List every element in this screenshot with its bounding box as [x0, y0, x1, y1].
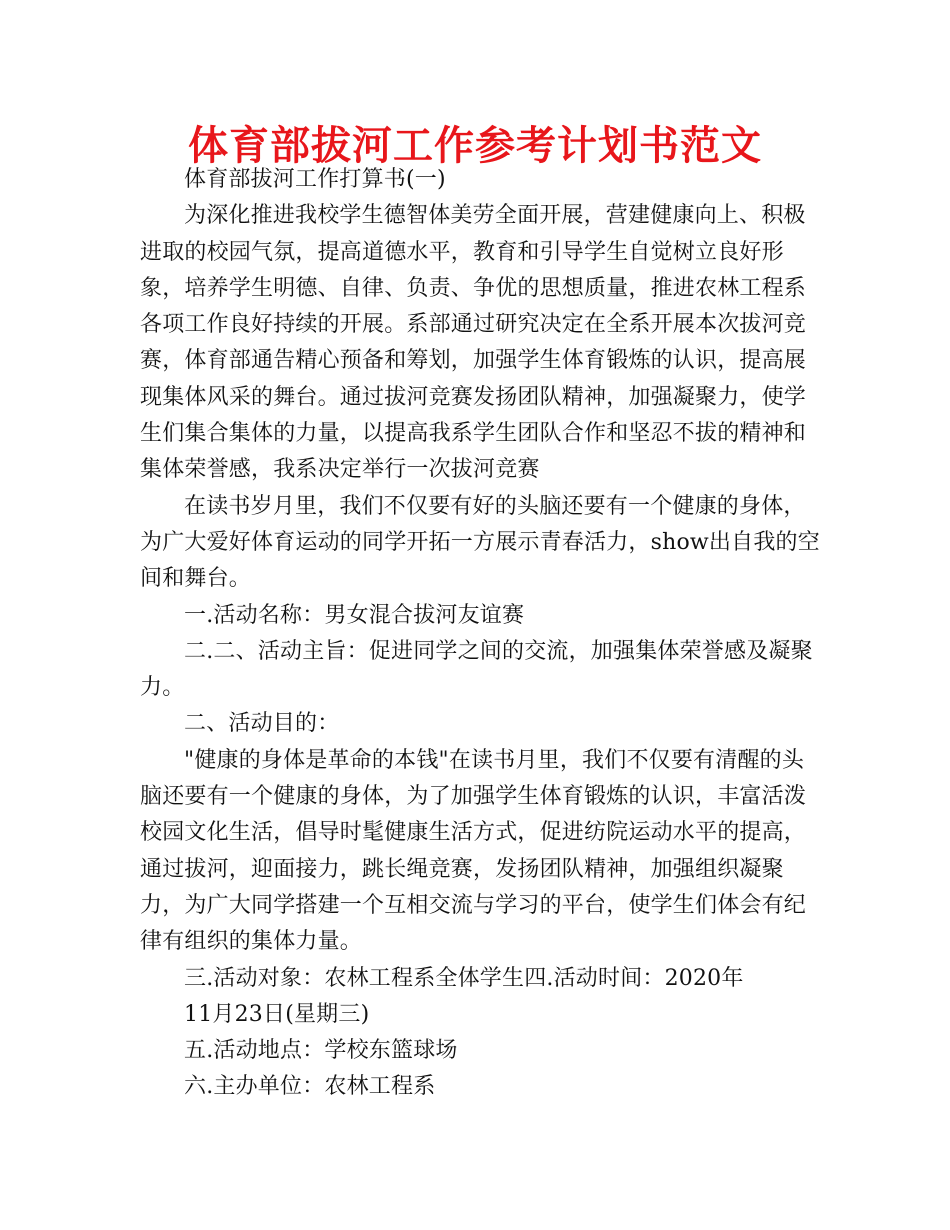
activity-location: 五.活动地点：学校东篮球场	[184, 1038, 458, 1064]
activity-target-time: 三.活动对象：农林工程系全体学生四.活动时间：2020年	[184, 965, 744, 991]
activity-goal-paragraph: "健康的身体是革命的本钱"在读书月里，我们不仅要有清醒的头脑还要有一个健康的身体，为了加强学生体育锻炼的认识，丰富活泼校园文化生活，倡导时髦健康生活方式，促进纺院运动水平的提高，通过拔河，迎面接力，跳长绳竞赛，发扬团队精神，加强组织凝聚力，为广大同学搭建一个互相交流与学习的平台，使学生们体会有纪律有组织的集体力量。	[140, 747, 807, 955]
activity-date: 11月23日(星期三)	[184, 1001, 370, 1027]
activity-theme: 二.二、活动主旨：促进同学之间的交流，加强集体荣誉感及凝聚力。	[140, 638, 813, 701]
section-heading: 体育部拔河工作打算书(一)	[184, 167, 446, 192]
document-body	[140, 162, 820, 1106]
activity-organizer: 六.主办单位：农林工程系	[184, 1074, 436, 1100]
document-title: 体育部拔河工作参考计划书范文	[188, 123, 762, 169]
purpose-paragraph: 在读书岁月里，我们不仅要有好的头脑还要有一个健康的身体，为广大爱好体育运动的同学开拓一方展示青春活力，show出自我的空间和舞台。	[140, 493, 820, 592]
activity-name: 一.活动名称：男女混合拔河友谊赛	[184, 602, 525, 628]
activity-goal-heading: 二、活动目的：	[184, 711, 340, 737]
intro-paragraph: 为深化推进我校学生德智体美劳全面开展，营建健康向上、积极进取的校园气氛，提高道德水平，教育和引导学生自觉树立良好形象，培养学生明德、自律、负责、争优的思想质量，推进农林工程系各项工作良好持续的开展。系部通过研究决定在全系开展本次拔河竞赛，体育部通告精心预备和筹划，加强学生体育锻炼的认识，提高展现集体风采的舞台。通过拔河竞赛发扬团队精神，加强凝聚力，使学生们集合集体的力量，以提高我系学生团队合作和坚忍不拔的精神和集体荣誉感，我系决定举行一次拔河竞赛	[140, 203, 807, 483]
